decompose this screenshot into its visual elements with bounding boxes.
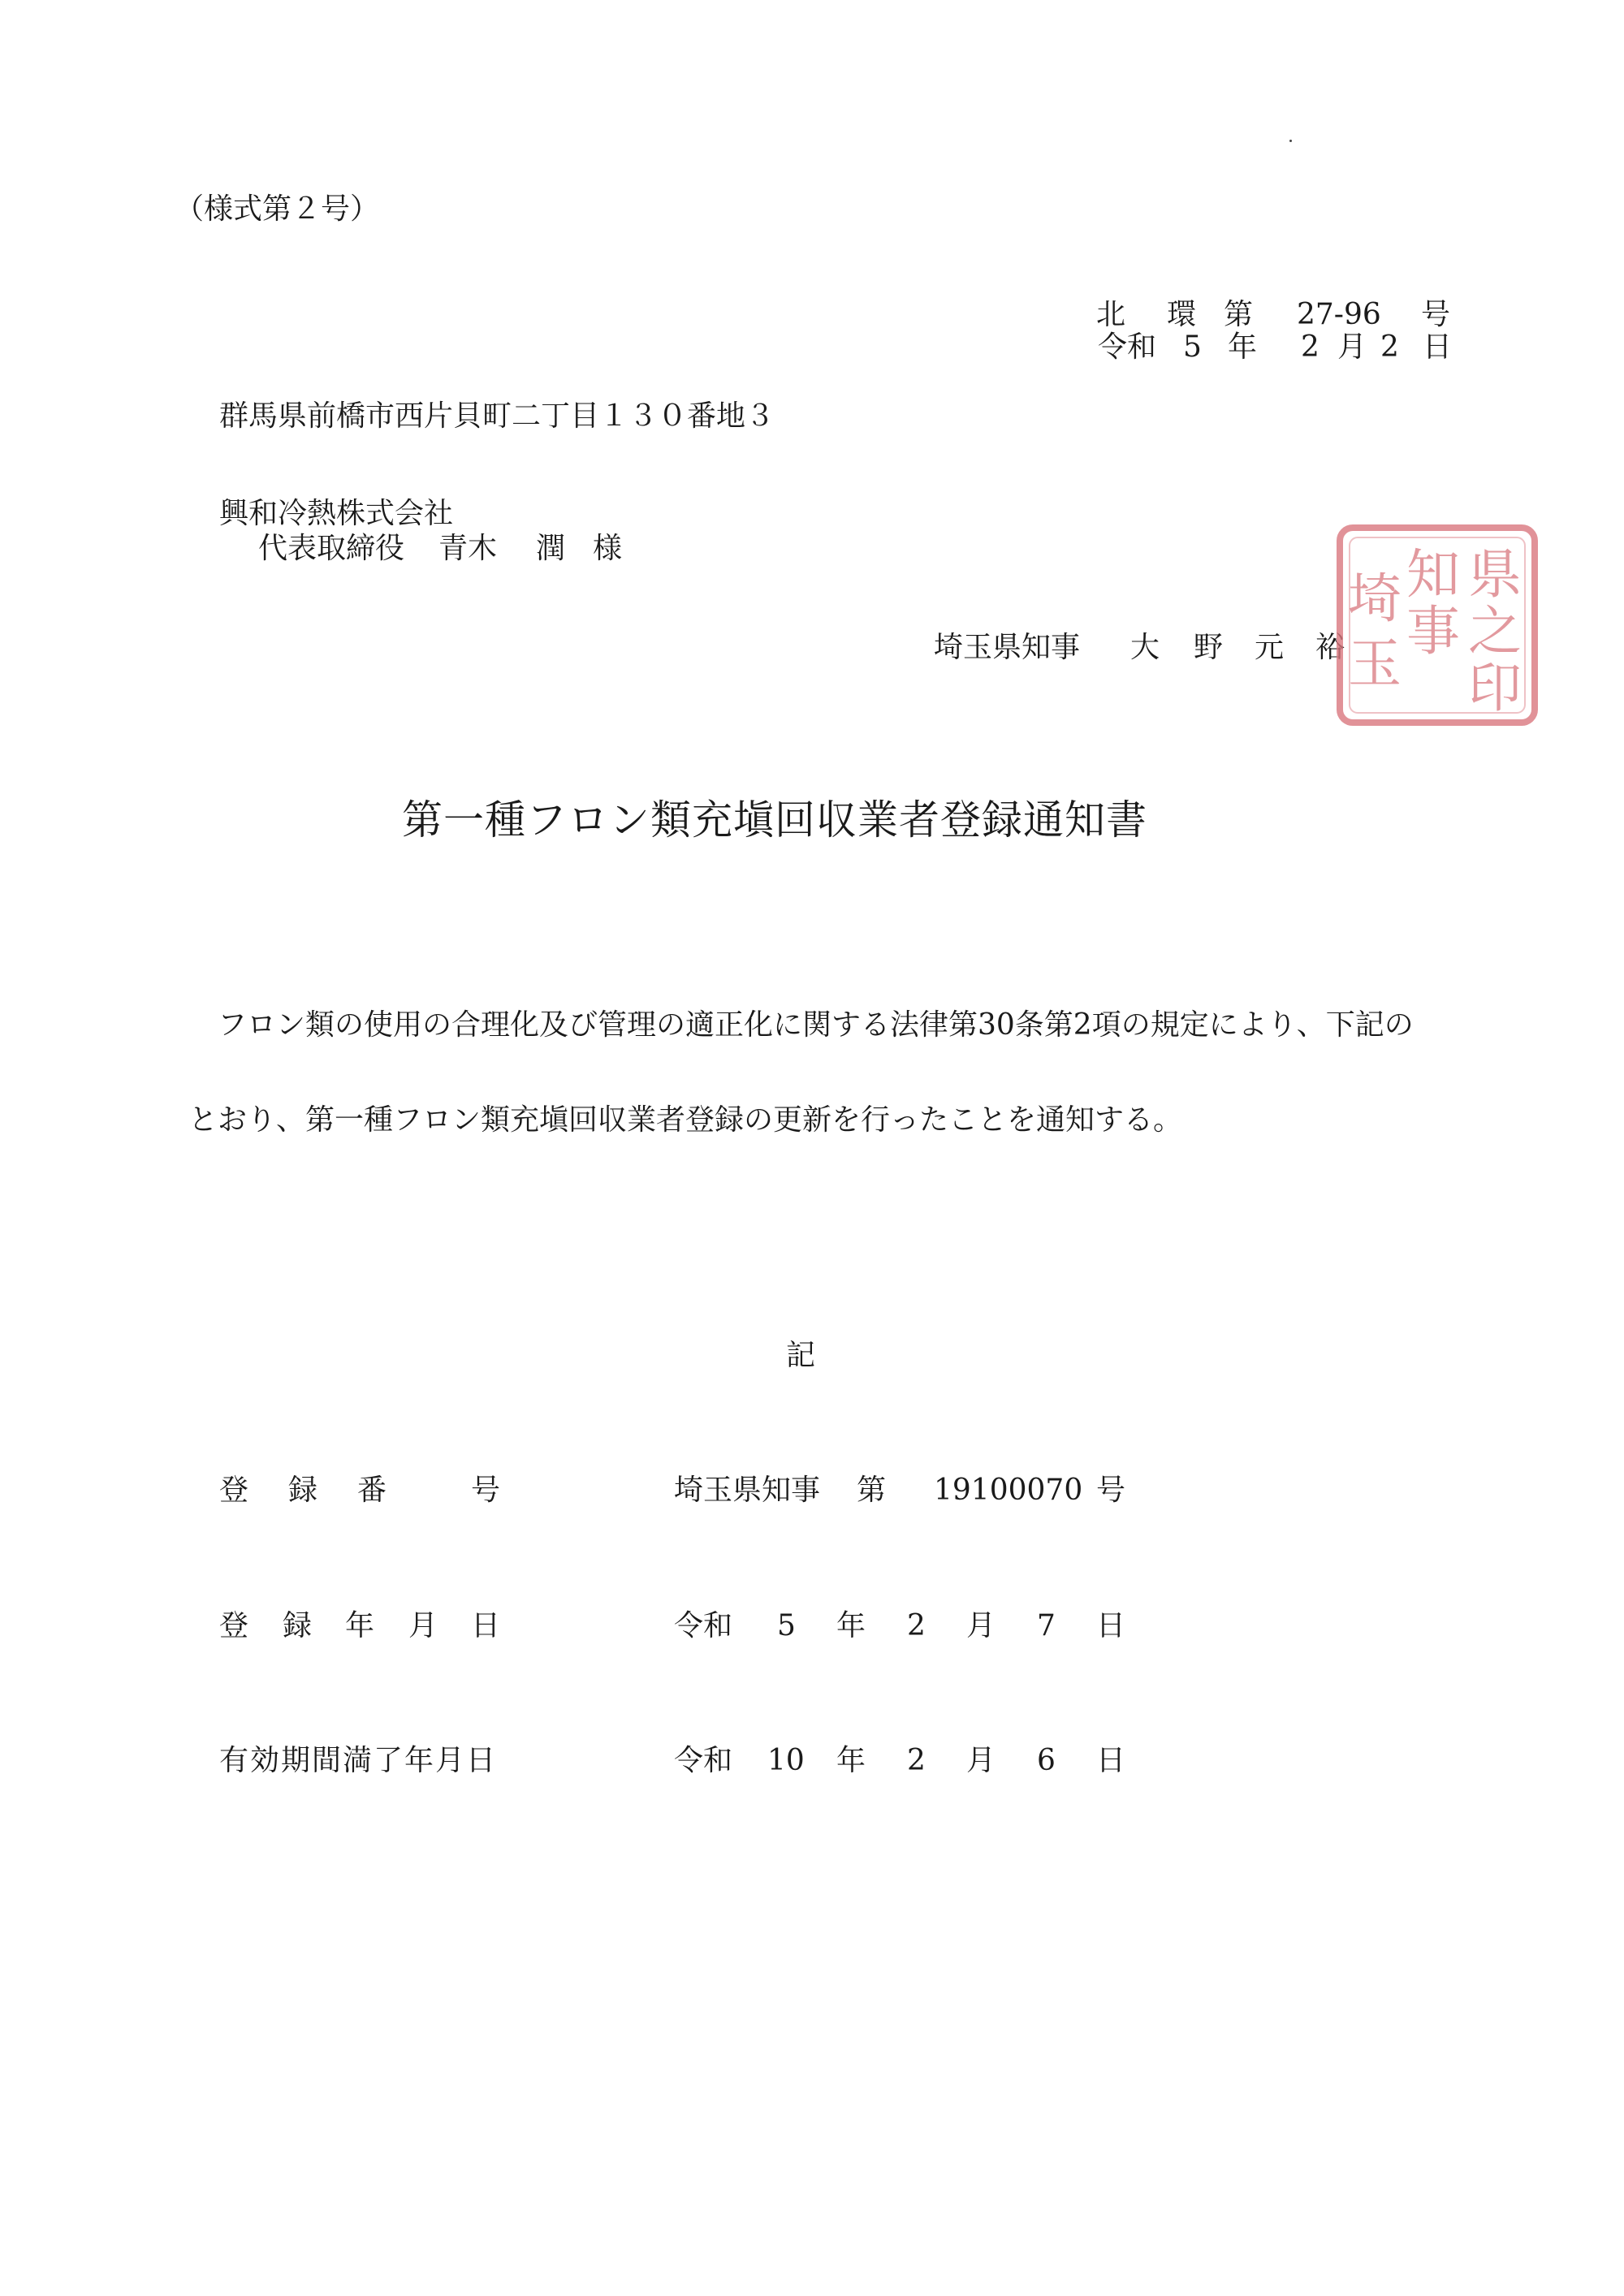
ref-date-char: 日	[1423, 330, 1453, 364]
expiry-label: 有効期間満了年月日	[219, 1744, 498, 1777]
value-char: 年	[836, 1744, 866, 1777]
value-char: 日	[1096, 1744, 1126, 1777]
ref-char: 環	[1167, 298, 1197, 331]
value-char: 月	[966, 1744, 996, 1777]
svg-text:印: 印	[1468, 657, 1522, 719]
date-era: 令和	[674, 1744, 733, 1777]
representative-given-name: 潤	[536, 532, 566, 565]
label-char: 登	[219, 1609, 249, 1642]
body-line-1: フロン類の使用の合理化及び管理の適正化に関する法律第30条第2項の規定により、下記の	[218, 1008, 1414, 1042]
date-month: 2	[907, 1609, 926, 1642]
svg-text:県: 県	[1468, 543, 1522, 606]
svg-text:知: 知	[1406, 543, 1460, 606]
registration-date-row	[0, 1609, 1624, 1644]
value-char: 第	[857, 1474, 887, 1507]
document-title: 第一種フロン類充塡回収業者登録通知書	[402, 796, 1147, 844]
label-char: 号	[471, 1474, 501, 1507]
issuer-name-char: 大	[1130, 631, 1160, 664]
ref-char: 北	[1096, 298, 1126, 331]
ref-date-day: 2	[1380, 330, 1399, 364]
recipient-address: 群馬県前橋市西片貝町二丁目１３０番地３	[219, 399, 775, 433]
ref-number: 27-96	[1297, 298, 1381, 331]
scan-speck	[1289, 140, 1292, 142]
ref-date-char: 年	[1228, 330, 1258, 364]
label-char: 日	[471, 1609, 501, 1642]
label-char: 年	[345, 1609, 375, 1642]
ref-date-era: 令和	[1098, 330, 1157, 364]
label-char: 月	[408, 1609, 438, 1642]
svg-text:事: 事	[1406, 600, 1460, 662]
label-char: 録	[288, 1474, 318, 1507]
value-char: 号	[1096, 1474, 1126, 1507]
recipient-company: 興和冷熱株式会社	[219, 497, 454, 530]
registration-authority: 埼玉県知事	[674, 1474, 821, 1507]
issuer-name-char: 元	[1255, 631, 1285, 664]
date-era: 令和	[674, 1609, 733, 1642]
value-char: 月	[966, 1609, 996, 1642]
ki-heading: 記	[786, 1339, 816, 1372]
ref-date-char: 月	[1337, 330, 1367, 364]
label-char: 登	[219, 1474, 249, 1507]
body-line-2: とおり、第一種フロン類充塡回収業者登録の更新を行ったことを通知する。	[188, 1103, 1183, 1137]
label-char: 番	[357, 1474, 387, 1507]
ref-date-year: 5	[1183, 330, 1202, 364]
expiry-date-row	[0, 1746, 1624, 1779]
ref-date-month: 2	[1301, 330, 1320, 364]
svg-text:埼: 埼	[1348, 568, 1402, 630]
date-month: 2	[907, 1744, 926, 1777]
svg-text:玉: 玉	[1348, 632, 1402, 695]
date-year: 10	[767, 1744, 805, 1777]
registration-number: 19100070	[934, 1474, 1083, 1507]
date-day: 7	[1037, 1609, 1056, 1642]
value-char: 日	[1096, 1609, 1126, 1642]
ref-char: 号	[1421, 298, 1451, 331]
registration-number-row	[0, 1476, 1624, 1508]
date-year: 5	[777, 1609, 796, 1642]
representative-title: 代表取締役	[258, 532, 405, 565]
issuer-name-char: 裕	[1315, 631, 1345, 664]
svg-text:之: 之	[1468, 600, 1522, 662]
official-seal	[1332, 520, 1543, 731]
ref-char: 第	[1224, 298, 1254, 331]
date-day: 6	[1037, 1744, 1056, 1777]
value-char: 年	[836, 1609, 866, 1642]
label-char: 録	[283, 1609, 313, 1642]
issuer-name-char: 野	[1194, 631, 1224, 664]
form-label: （様式第２号）	[175, 192, 380, 226]
representative-surname: 青木	[438, 532, 498, 565]
honorific: 様	[593, 532, 623, 565]
issuer-title: 埼玉県知事	[934, 631, 1081, 664]
